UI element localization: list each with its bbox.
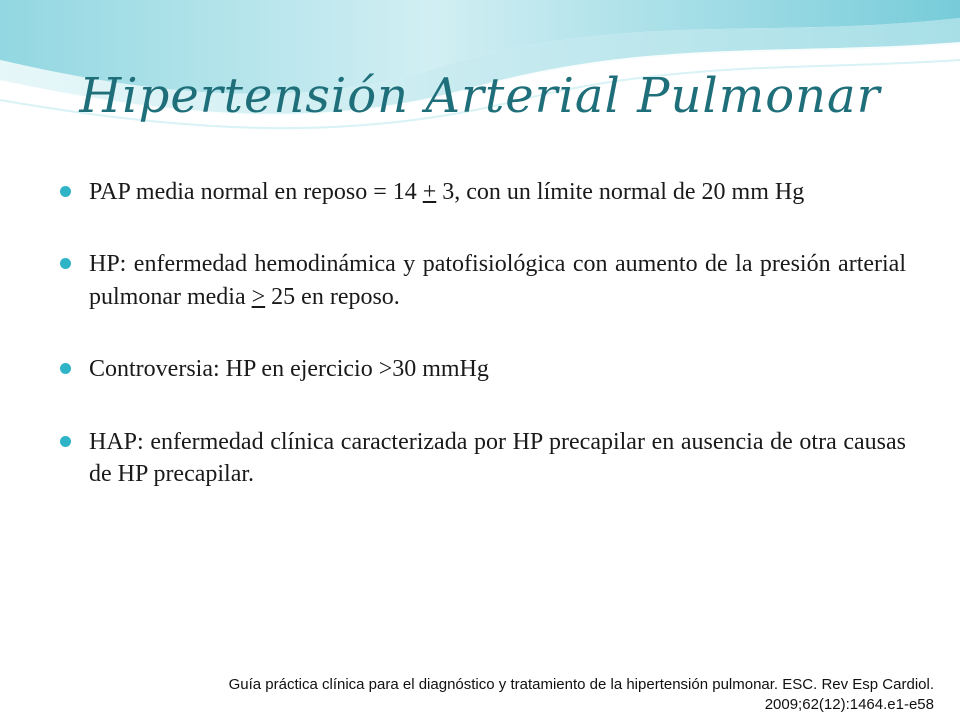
bullet-item-controversia <box>60 353 906 385</box>
bullet-dot-icon <box>60 436 71 447</box>
citation-footer <box>34 675 934 715</box>
citation-line-1: Guía práctica clínica para el diagnóstico y tratamiento de la hipertensión pulmonar. ESC. Rev Esp Cardiol. <box>228 676 934 693</box>
bullet-item-hp-definition <box>60 248 906 313</box>
bullet-dot-icon <box>60 363 71 374</box>
bullet-text: 25 en reposo. <box>265 283 400 310</box>
bullet-text: 3, con un límite normal de 20 mm Hg <box>436 179 805 205</box>
bullet-text: HAP: enfermedad clínica caracterizada por HP precapilar en ausencia de otra causas de HP precapilar. <box>89 428 906 487</box>
bullet-dot-icon <box>60 258 71 269</box>
bullet-text: Controversia: HP en ejercicio >30 mmHg <box>89 356 489 383</box>
bullet-item-pap-normal <box>60 176 906 208</box>
bullet-list <box>60 176 906 490</box>
citation-line-2: 2009;62(12):1464.e1-e58 <box>764 696 934 713</box>
plus-minus-symbol: + <box>422 179 437 205</box>
bullet-dot-icon <box>60 186 71 197</box>
bullet-text: HP: enfermedad hemodinámica y patofisiológica con aumento de la presión arterial pulmonar media <box>89 251 906 310</box>
slide-title: Hipertensión Arterial Pulmonar <box>79 68 881 124</box>
bullet-text: PAP media normal en reposo = 14 <box>89 179 423 205</box>
greater-equal-symbol: > <box>251 283 266 310</box>
bullet-item-hap-definition <box>60 426 906 491</box>
